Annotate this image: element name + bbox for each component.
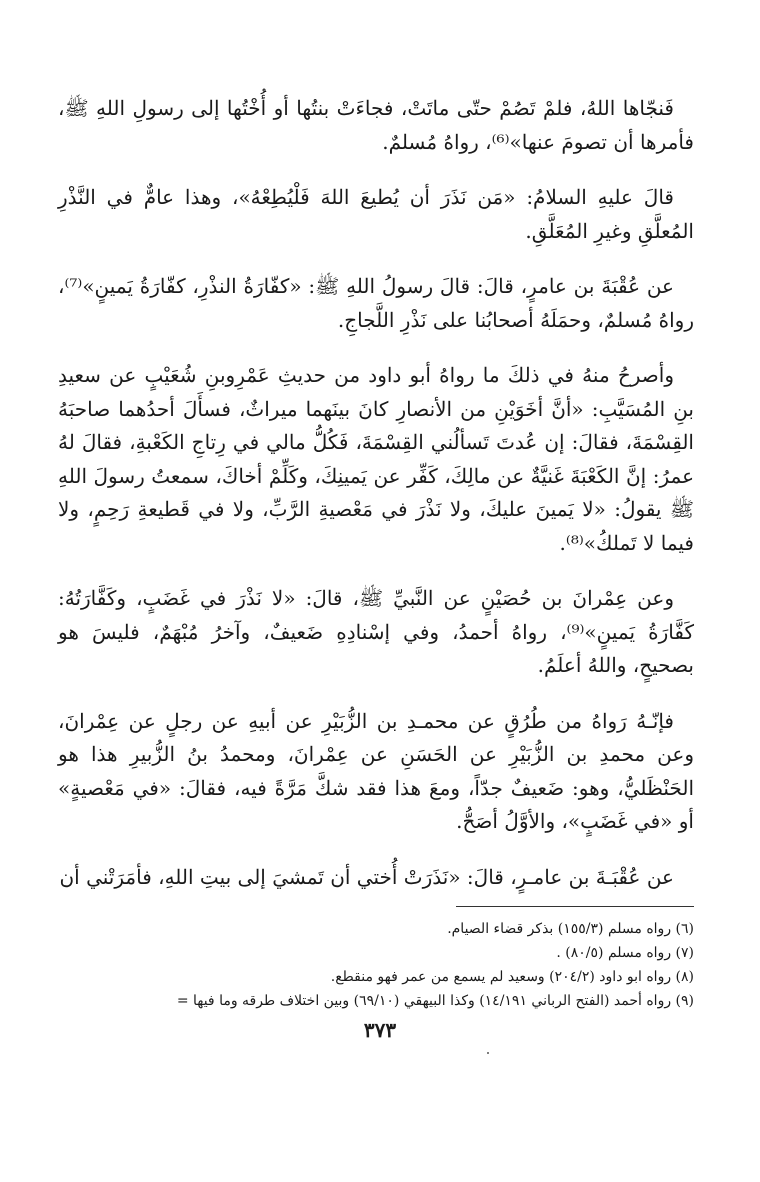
ink-speck: [487, 1052, 489, 1054]
footnote-divider: [456, 906, 694, 907]
page-number: ٣٧٣: [363, 1018, 397, 1042]
paragraph-2: قالَ عليهِ السلامُ: «مَن نَذَرَ أن يُطيعَ اللهَ فَلْيُطِعْهُ»، وهذا عامٌّ في النَّذْرِ المُعلَّقِ وغيرِ المُعَلَّقِ.: [58, 185, 694, 243]
main-text: [58, 92, 694, 916]
footnote-7: (٧) رواه مسلم (٨٠/٥) .: [556, 945, 694, 961]
footnote-8: (٨) رواه ابو داود (٢٠٤/٢) وسعيد لم يسمع من عمر فهو منقطع.: [330, 969, 694, 985]
paragraph-1: فَنجّاها اللهُ، فلمْ تَصُمْ حتّى ماتَتْ، فجاءَتْ بنتُها أو أُخْتُها إلى رسولِ اللهِ ﷺ، فأمرها أن تصومَ عنها»⁽⁶⁾، رواهُ مُسلمٌ.: [58, 96, 694, 154]
paragraph-6: فإنّـهُ رَواهُ من طُرُقٍ عن محمـدِ بن الزُّبَيْرِ عن أبيهِ عن رجلٍ عن عِمْرانَ، وعن محمدِ بن الزُّبَيْرِ عن الحَسَنِ عن عِمْرانَ، ومحمدُ بنُ الزُّبيرِ هذا هو الحَنْظَليُّ، وهو: ضَعيفٌ جدّاً، ومعَ هذا فقد شكَّ مَرَّةً فيه، فقالَ: «في مَعْصيةٍ» أو «في غَضَبٍ»، والأوَّلُ أصَحُّ.: [58, 708, 694, 833]
paragraph-5: وعن عِمْرانَ بن حُصَيْنٍ عن النَّبيِّ ﷺ، قالَ: «لا نَذْرَ في غَضَبٍ، وكَفَّارَتُهُ: كَفَّارَةُ يَمينٍ»⁽⁹⁾، رواهُ أحمدُ، وفي إسْنادِهِ ضَعيفٌ، وآخرُ مُبْهَمٌ، فليسَ هو بصحيحٍ، واللهُ أعلَمُ.: [58, 586, 694, 677]
paragraph-3: عن عُقْبَةَ بن عامرٍ، قالَ: قالَ رسولُ اللهِ ﷺ: «كفّارَةُ النذْرِ، كفّارَةُ يَمينٍ»⁽⁷⁾، رواهُ مُسلمٌ، وحمَلَهُ أصحابُنا على نَذْرِ اللَّجاجِ.: [58, 274, 694, 332]
paragraph-7: عن عُقْبَـةَ بن عامـرٍ، قالَ: «نَذَرَتْ أُختي أن تَمشيَ إلى بيتِ اللهِ، فأمَرَتْني أن: [59, 864, 674, 889]
footnote-6: (٦) رواه مسلم (١٥٥/٣) بذكر قضاء الصيام.: [447, 921, 694, 937]
paragraph-4: وأصرحُ منهُ في ذلكَ ما رواهُ أبو داود من حديثِ عَمْرِوبنِ شُعَيْبٍ عن سعيدِ بنِ المُسَيَّبِ: «أنَّ أخَوَيْنِ من الأنصارِ كانَ بينَهما ميراثٌ، فسأَلَ أحدُهما صاحبَهُ القِسْمَةَ، فقالَ: إن عُدتَ تَسألُني القِسْمَةَ، فَكُلُّ مالي في رِتاجِ الكَعْبةِ، فقالَ لهُ عمرُ: إنَّ الكَعْبَةَ غَنيَّةٌ عن مالِكَ، كَفِّر عن يَمينِكَ، وكَلِّمْ أخاكَ، سمعتُ رسولَ اللهِ ﷺ يقولُ: «لا يَمينَ عليكَ، ولا نَذْرَ في مَعْصيةِ الرَّبِّ، ولا في قَطيعةِ رَحِمٍ، ولا فيما لا تَملكُ»⁽⁸⁾.: [58, 363, 694, 555]
footnote-9: (٩) رواه أحمد (الفتح الرباني ١٤/١٩١) وكذا البيهقي (٦٩/١٠) وبين اختلاف طرقه وما فيها =: [176, 993, 694, 1009]
footnotes: [58, 906, 694, 1013]
